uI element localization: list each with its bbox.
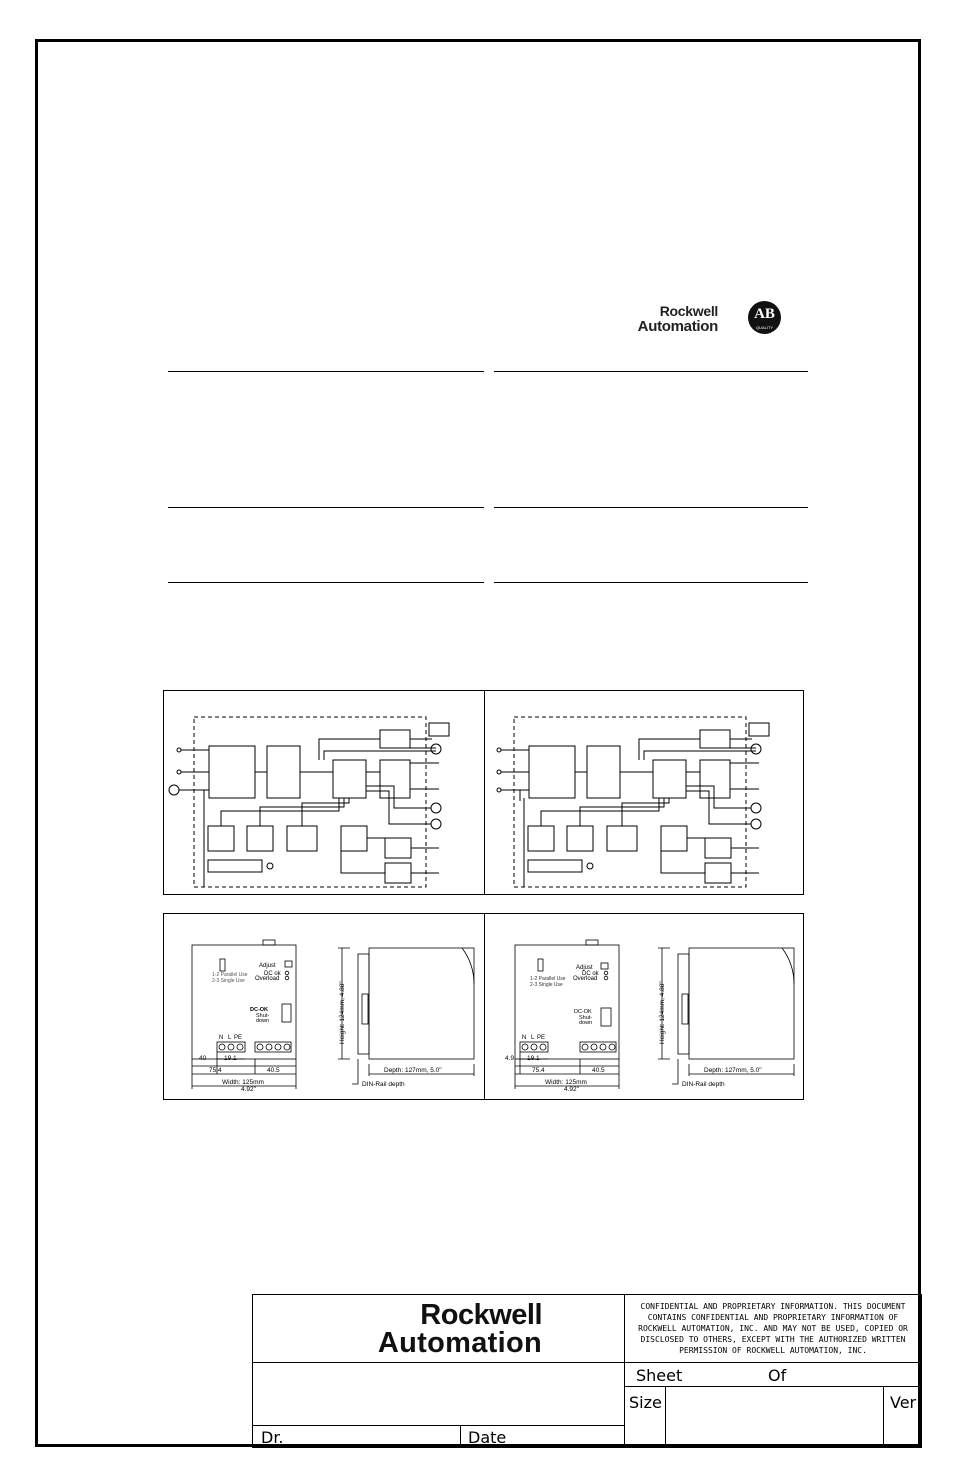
dr-cell — [252, 1425, 461, 1448]
conf-line-4: DISCLOSED TO OTHERS, EXCEPT WITH THE AUTHORIZED WRITTEN — [640, 1335, 906, 1344]
conf-line-1: CONFIDENTIAL AND PROPRIETARY INFORMATION. THIS DOCUMENT — [640, 1302, 906, 1311]
size-cell — [624, 1386, 666, 1448]
rule-right-2 — [494, 507, 808, 508]
dim-75-4: 75.4 — [532, 1067, 545, 1074]
block-diagram-right — [484, 691, 804, 894]
rule-left-3 — [168, 582, 484, 583]
ver-label: Ver — [890, 1393, 917, 1412]
confidential-notice — [624, 1294, 922, 1363]
dimension-drawing-panel — [163, 913, 804, 1100]
sheet-label: Sheet — [636, 1366, 683, 1385]
dim-40-5: 40.5 — [592, 1067, 605, 1074]
shutdown-label-2: down — [256, 1018, 270, 1024]
dim-40-5: 40.5 — [267, 1067, 280, 1074]
tb-brand-line-1: Rockwell — [420, 1299, 542, 1331]
rockwell-logo-small — [606, 304, 718, 334]
title-block — [252, 1294, 922, 1448]
block-diagram-panel — [163, 690, 804, 895]
terminal-l: L — [531, 1035, 535, 1041]
rule-left-2 — [168, 507, 484, 508]
dimension-drawing-left — [164, 914, 484, 1099]
conf-line-5: PERMISSION OF ROCKWELL AUTOMATION, INC. — [679, 1346, 867, 1355]
dc-ok-label: DC ok — [582, 971, 599, 977]
rule-left-1 — [168, 371, 484, 372]
terminal-l: L — [228, 1035, 232, 1041]
switch-text-2: 2-3 Single Use — [212, 978, 245, 984]
rule-right-3 — [494, 582, 808, 583]
dim-40: 40 — [199, 1055, 207, 1062]
date-label: Date — [468, 1428, 507, 1447]
seal-letters: AB — [754, 306, 775, 322]
title-cell — [252, 1362, 625, 1426]
terminal-pe: PE — [234, 1035, 243, 1041]
dcok-label: DC-OK — [574, 1009, 592, 1015]
allen-bradley-seal — [748, 301, 781, 334]
logo-line-2: Automation — [637, 318, 718, 335]
dc-ok-label: DC ok — [264, 971, 281, 977]
ver-cell — [883, 1386, 922, 1448]
dim-width-in: 4.92" — [241, 1086, 256, 1093]
drawing-number-cell — [665, 1386, 884, 1448]
dimension-drawing-right — [484, 914, 804, 1099]
adjust-label: Adjust — [576, 965, 593, 971]
overload-label: Overload — [255, 976, 280, 982]
dim-depth: Depth: 127mm, 5.0" — [704, 1067, 762, 1074]
dim-width: Width: 125mm — [545, 1079, 587, 1086]
logo-line-1: Rockwell — [659, 303, 718, 319]
dr-label: Dr. — [261, 1428, 284, 1447]
switch-text-2: 2-3 Single Use — [530, 982, 563, 988]
shutdown-label-2: down — [579, 1020, 593, 1026]
dcok-label: DC-OK — [250, 1007, 269, 1013]
terminal-n: N — [522, 1035, 527, 1041]
din-rail-depth: DIN-Rail depth — [682, 1081, 725, 1088]
dim-depth: Depth: 127mm, 5.0" — [384, 1067, 442, 1074]
din-rail-depth: DIN-Rail depth — [362, 1081, 405, 1088]
dim-4-9: 4.9 — [505, 1055, 515, 1062]
shutdown-label-1: Shut- — [579, 1015, 593, 1021]
size-label: Size — [629, 1393, 662, 1412]
terminal-pe: PE — [537, 1035, 546, 1041]
seal-caption: QUALITY — [755, 325, 774, 330]
switch-text-1: 1-2 Parallel Use — [530, 976, 566, 982]
date-cell — [460, 1425, 625, 1448]
terminal-n: N — [219, 1035, 224, 1041]
sheet-cell — [624, 1362, 922, 1387]
block-diagram-left — [164, 691, 484, 894]
conf-line-2: CONTAINS CONFIDENTIAL AND PROPRIETARY INFORMATION OF — [647, 1313, 899, 1322]
dim-19-1: 19.1 — [224, 1055, 237, 1062]
dim-height: Height: 124mm, 4.88" — [339, 981, 346, 1044]
switch-text-1: 1-2 Parallel Use — [212, 972, 248, 978]
dim-19-1: 19.1 — [527, 1055, 540, 1062]
overload-label: Overload — [573, 976, 598, 982]
tb-brand-line-2: Automation — [377, 1327, 542, 1359]
dim-width: Width: 125mm — [222, 1079, 264, 1086]
conf-line-3: ROCKWELL AUTOMATION, INC. AND MAY NOT BE USED, COPIED OR — [638, 1324, 908, 1333]
dim-height: Height: 124mm, 4.88" — [659, 981, 666, 1044]
dim-width-in: 4.92" — [564, 1086, 579, 1093]
rule-right-1 — [494, 371, 808, 372]
title-block-logo-cell — [252, 1294, 625, 1363]
rockwell-logo-large — [378, 1301, 542, 1357]
shutdown-label-1: Shut- — [256, 1013, 270, 1019]
adjust-label: Adjust — [259, 963, 276, 969]
dim-75-4: 75.4 — [209, 1067, 222, 1074]
of-label: Of — [768, 1366, 787, 1385]
